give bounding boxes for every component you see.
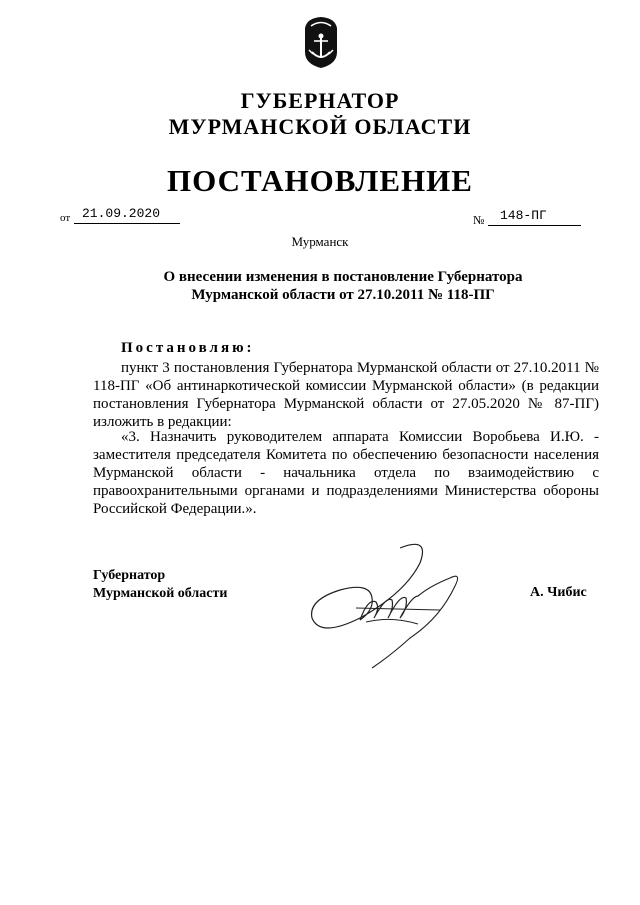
signer-name: А. Чибис	[530, 585, 587, 600]
issuer-title-line1: ГУБЕРНАТОР	[240, 88, 400, 113]
signer-position-line1: Губернатор	[93, 568, 166, 583]
body-paragraph-2: «3. Назначить руководителем аппарата Комиссии Воробьева И.Ю. - заместителя председателя Комитета по обеспечению безопасности населения Мурманской области - начальника отдела по взаимодействию с правоохранительными органами и подразделениями Министерства обороны Российской Федерации.».	[93, 429, 599, 517]
decree-heading: Постановляю:	[121, 340, 255, 356]
document-number: 148-ПГ	[488, 208, 581, 226]
issue-city: Мурманск	[291, 234, 349, 249]
body-paragraph-1: пункт 3 постановления Губернатора Мурманской области от 27.10.2011 № 118-ПГ «Об антинаркотической комиссии Мурманской области» (в редакции постановления Губернатора Мурманской области от 27.05.2020 № 87-ПГ) изложить в редакции:	[93, 360, 599, 430]
coat-of-arms-icon	[299, 14, 343, 70]
document-date: 21.09.2020	[74, 206, 180, 224]
handwritten-signature-icon	[300, 538, 470, 673]
subject-line2: Мурманской области от 27.10.2011 № 118-ПГ	[191, 287, 495, 303]
subject-line1: О внесении изменения в постановление Губернатора	[163, 269, 523, 285]
date-prefix: от	[60, 212, 71, 224]
signer-position-line2: Мурманской области	[93, 586, 228, 601]
signer-position	[93, 567, 227, 603]
document-type-title: ПОСТАНОВЛЕНИЕ	[167, 163, 473, 198]
number-prefix: №	[473, 213, 485, 227]
issuer-title-line2: МУРМАНСКОЙ ОБЛАСТИ	[168, 114, 472, 139]
